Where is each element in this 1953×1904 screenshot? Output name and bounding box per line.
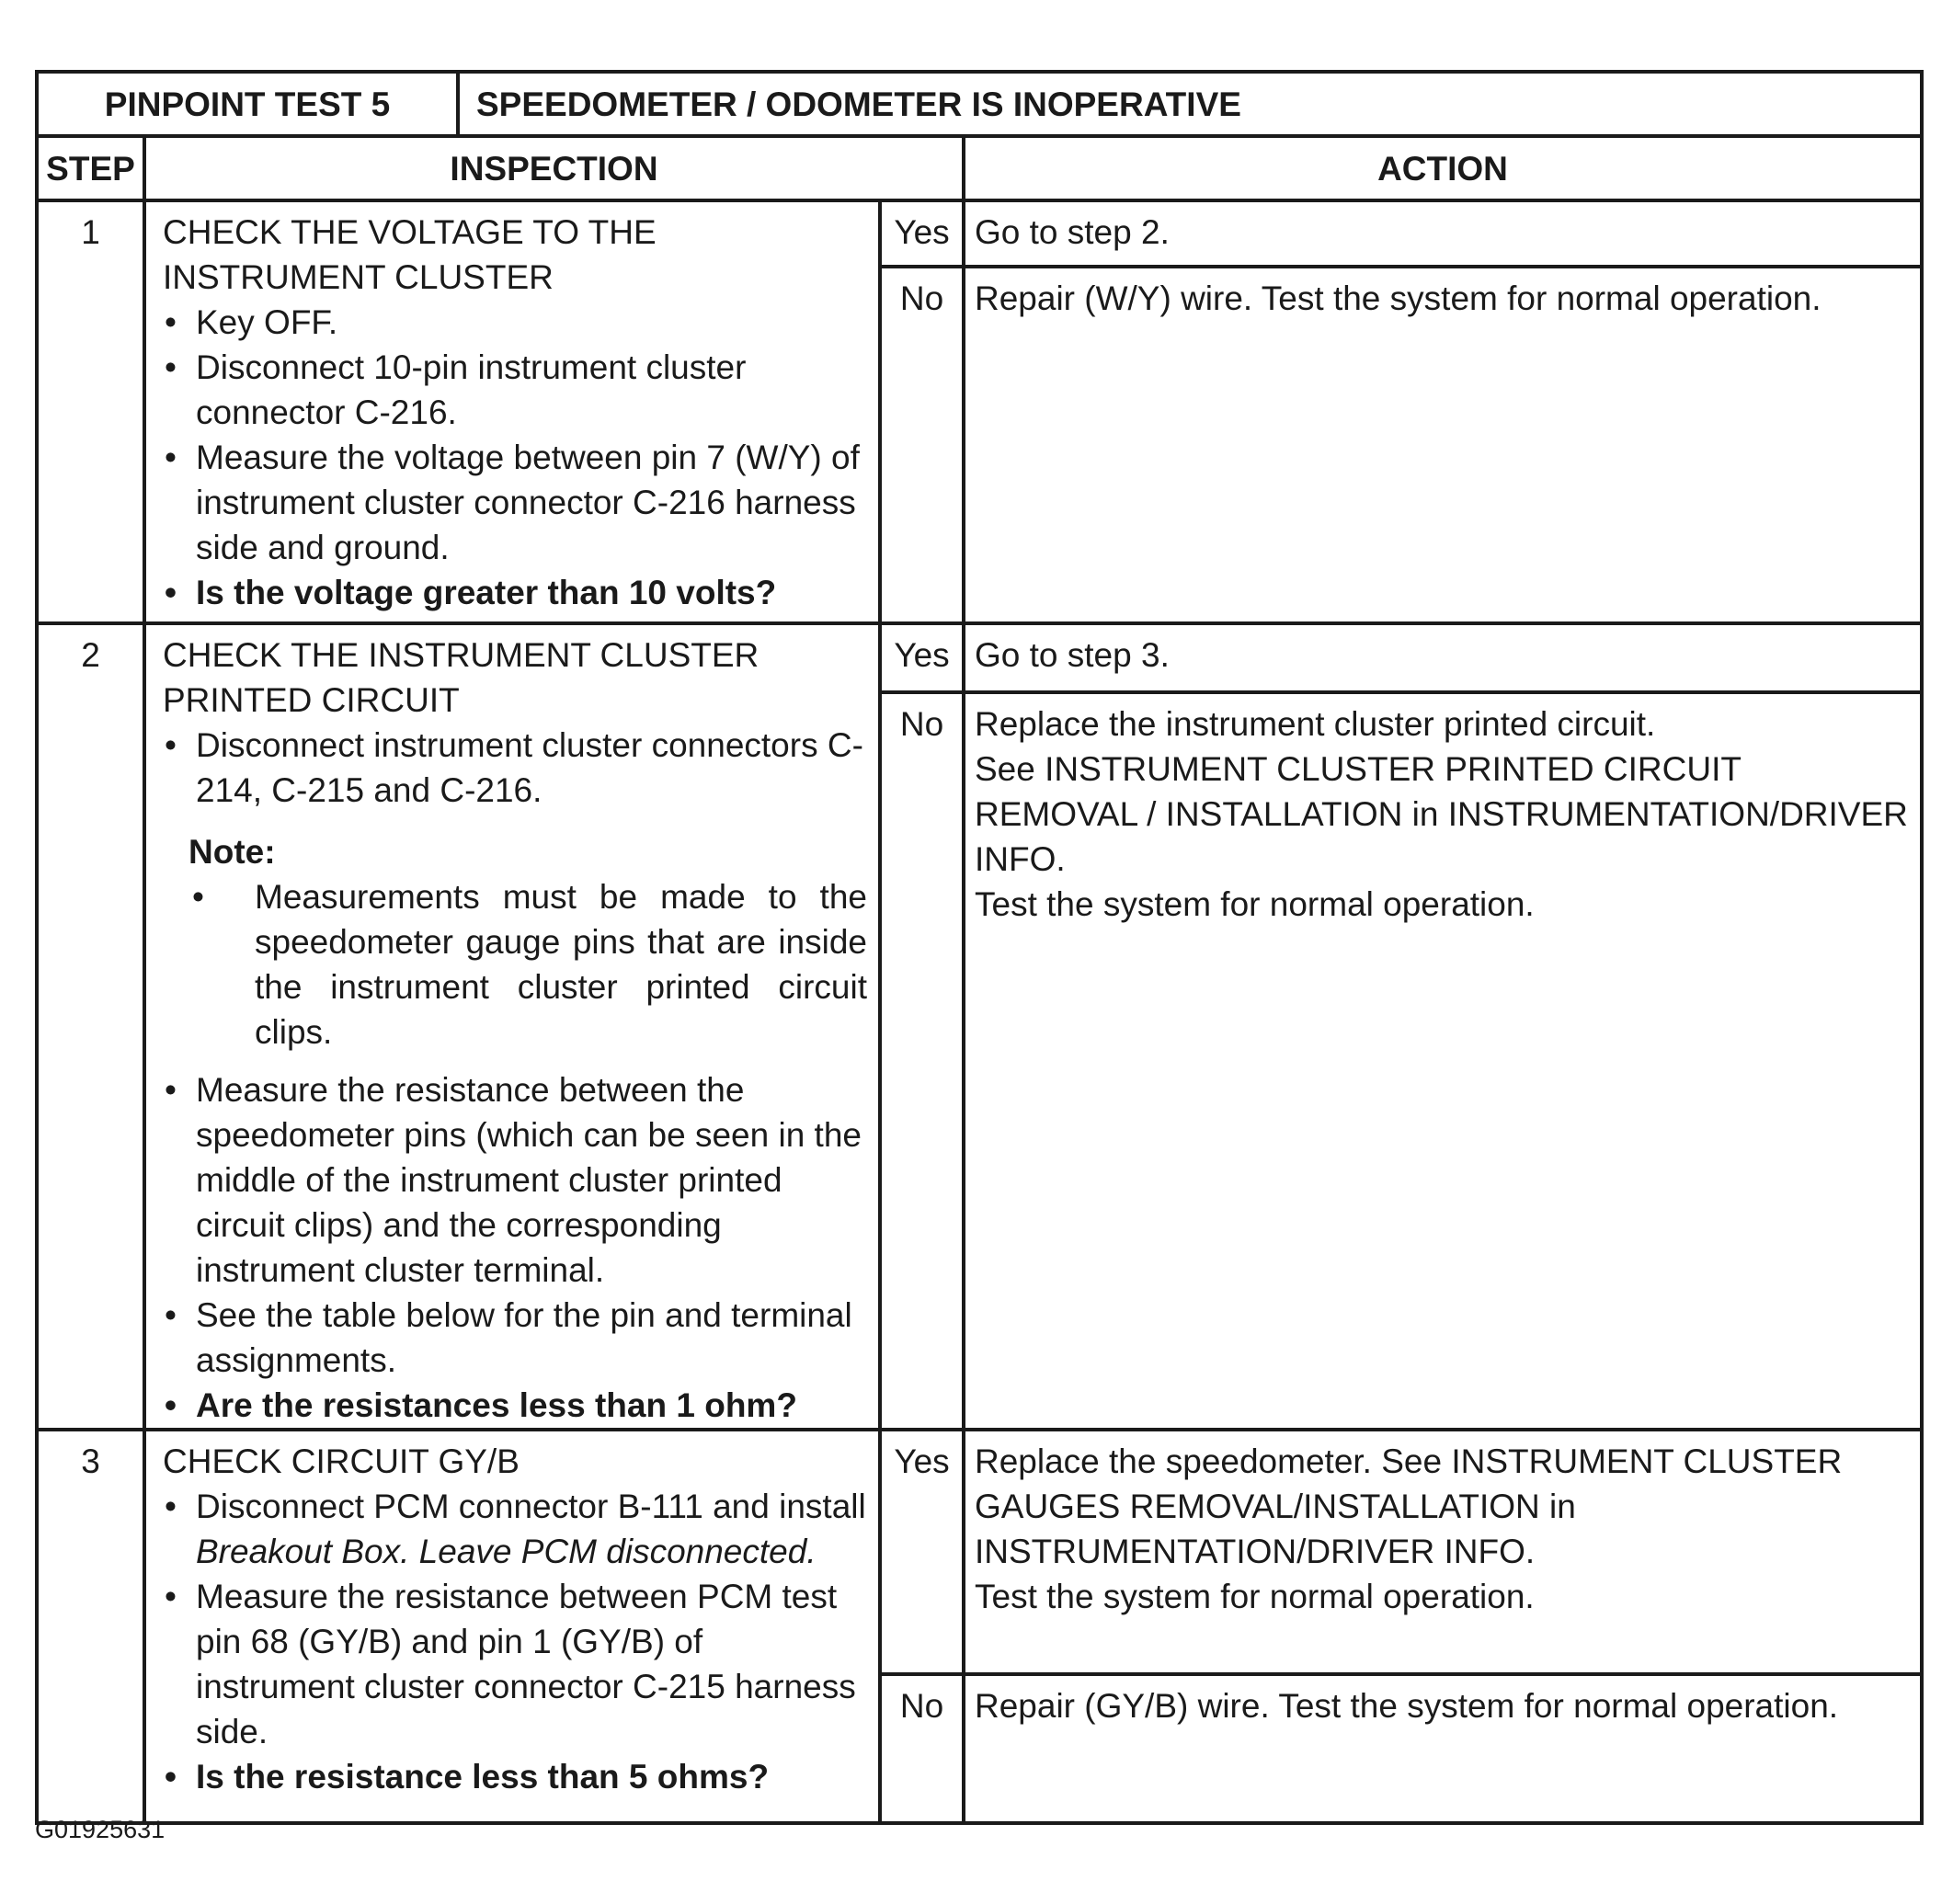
- action-line: Replace the speedometer. See INSTRUMENT CLUSTER GAUGES REMOVAL/INSTALLATION in INSTRUMENTATION/DRIVER INFO.: [975, 1442, 1843, 1570]
- action-column-header: ACTION: [964, 136, 1922, 200]
- title-row: [37, 72, 1922, 136]
- step-2-inspection: [144, 623, 880, 1430]
- no-label: No: [880, 692, 964, 1430]
- no-action: Repair (GY/B) wire. Test the system for normal operation.: [964, 1674, 1922, 1823]
- step-question: • Is the resistance less than 5 ohms?: [163, 1754, 867, 1799]
- step-3-inspection: [144, 1430, 880, 1823]
- step-bullet-list: [163, 1067, 867, 1428]
- step-question: • Is the voltage greater than 10 volts?: [163, 570, 867, 615]
- action-line: See INSTRUMENT CLUSTER PRINTED CIRCUIT REMOVAL / INSTALLATION in INSTRUMENTATION/DRIVER INFO.: [975, 749, 1908, 878]
- step-1-inspection: [144, 200, 880, 623]
- step-number: 2: [37, 623, 144, 1430]
- step-title: CHECK CIRCUIT GY/B: [163, 1442, 520, 1480]
- step-column-header: STEP: [37, 136, 144, 200]
- list-item: • See the table below for the pin and terminal assignments.: [163, 1293, 867, 1383]
- figure-id: G01925631: [35, 1816, 166, 1843]
- list-item: • Disconnect 10-pin instrument cluster connector C-216.: [163, 345, 867, 435]
- step-title: CHECK THE VOLTAGE TO THE INSTRUMENT CLUSTER: [163, 213, 657, 296]
- no-label: No: [880, 1674, 964, 1823]
- step-2-yes-row: [37, 623, 1922, 692]
- action-line: Replace the instrument cluster printed circuit.: [975, 704, 1656, 743]
- note-block: [188, 829, 867, 1055]
- list-item: • Disconnect instrument cluster connectors C-214, C-215 and C-216.: [163, 723, 867, 813]
- no-action: [964, 692, 1922, 1430]
- step-number: 3: [37, 1430, 144, 1823]
- note-list: [188, 874, 867, 1055]
- action-line: Test the system for normal operation.: [975, 884, 1535, 923]
- pinpoint-test-table: [35, 70, 1924, 1825]
- list-item-italic-text: Breakout Box. Leave PCM disconnected.: [196, 1533, 817, 1570]
- list-item: • Measure the resistance between the speedometer pins (which can be seen in the middle of the instrument cluster printed circuit clips) and the corresponding instrument cluster terminal.: [163, 1067, 867, 1293]
- list-item: • Measure the voltage between pin 7 (W/Y) of instrument cluster connector C-216 harness side and ground.: [163, 435, 867, 570]
- yes-label: Yes: [880, 1430, 964, 1674]
- step-bullet-list: [163, 1484, 867, 1799]
- list-item: [163, 1484, 867, 1574]
- step-title: CHECK THE INSTRUMENT CLUSTER PRINTED CIRCUIT: [163, 636, 760, 719]
- step-bullet-list: [163, 723, 867, 813]
- note-heading: Note:: [188, 833, 276, 871]
- column-header-row: [37, 136, 1922, 200]
- yes-label: Yes: [880, 623, 964, 692]
- test-label: PINPOINT TEST 5: [37, 72, 458, 136]
- step-number: 1: [37, 200, 144, 623]
- step-3-yes-row: [37, 1430, 1922, 1674]
- action-line: Test the system for normal operation.: [975, 1578, 1535, 1615]
- inspection-column-header: INSPECTION: [144, 136, 964, 200]
- yes-action: [964, 1430, 1922, 1674]
- step-1-yes-row: [37, 200, 1922, 267]
- yes-label: Yes: [880, 200, 964, 267]
- no-label: No: [880, 267, 964, 623]
- list-item: • Key OFF.: [163, 300, 867, 345]
- step-bullet-list: [163, 300, 867, 615]
- list-item-text: Disconnect PCM connector B-111 and install: [196, 1488, 866, 1525]
- test-title: SPEEDOMETER / ODOMETER IS INOPERATIVE: [458, 72, 1922, 136]
- step-question: • Are the resistances less than 1 ohm?: [163, 1383, 867, 1428]
- pinpoint-test-sheet: [35, 70, 1920, 1825]
- yes-action: Go to step 2.: [964, 200, 1922, 267]
- yes-action: Go to step 3.: [964, 623, 1922, 692]
- list-item: • Measure the resistance between PCM test pin 68 (GY/B) and pin 1 (GY/B) of instrument cluster connector C-215 harness side.: [163, 1574, 867, 1754]
- no-action: Repair (W/Y) wire. Test the system for normal operation.: [964, 267, 1922, 623]
- note-text: • Measurements must be made to the speedometer gauge pins that are inside the instrument cluster printed circuit clips.: [188, 874, 867, 1055]
